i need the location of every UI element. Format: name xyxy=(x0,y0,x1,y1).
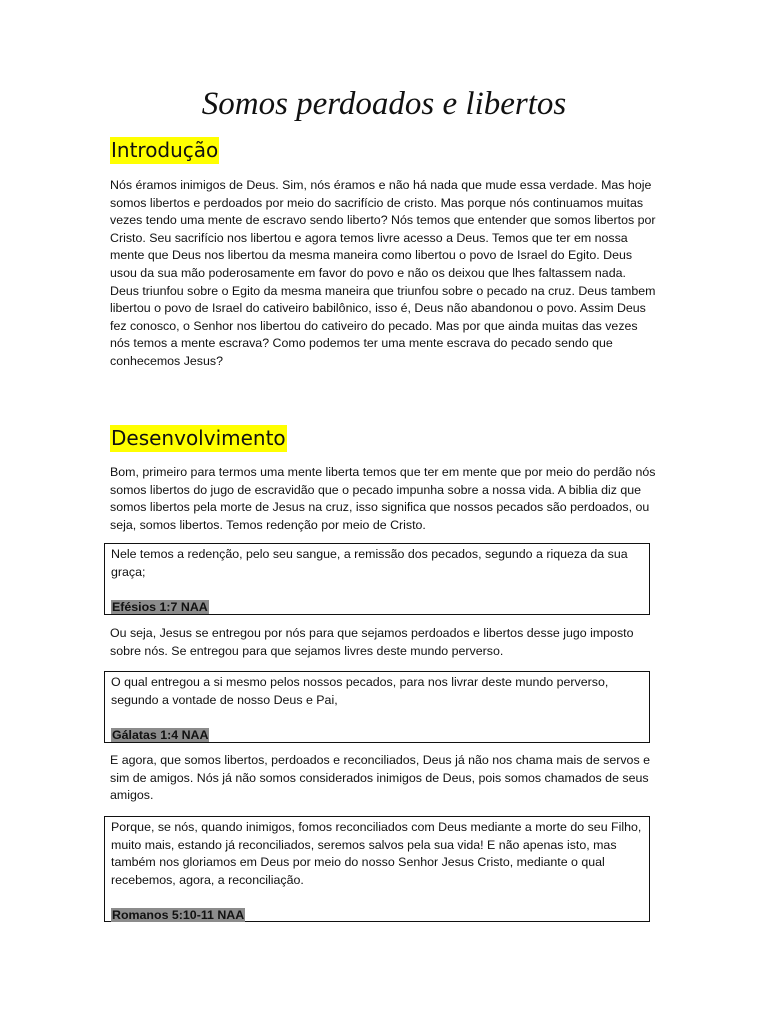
bible-quote-text: Porque, se nós, quando inimigos, fomos reconciliados com Deus mediante a morte do seu Filho, muito mais, estando já reconciliados, seremos salvos pela sua vida! E não apenas isto, mas também nos gloriamos em Deus por meio do nosso Senhor Jesus Cristo, mediante o qual recebemos, agora, a reconciliação. xyxy=(111,820,642,887)
bible-reference: Gálatas 1:4 NAA xyxy=(112,727,209,742)
bible-reference: Romanos 5:10-11 NAA xyxy=(112,907,245,922)
page-title: Somos perdoados e libertos xyxy=(201,86,567,122)
intro-paragraph: Nós éramos inimigos de Deus. Sim, nós éramos e não há nada que mude essa verdade. Mas hoje somos libertos e perdoados por meio do sacrifício de cristo. Mas porque nós continuamos muitas vezes tendo uma mente de escravo sendo liberto? Nós temos que entender que somos libertos por Cristo. Seu sacrifício nos libertou e agora temos livre acesso a Deus. Temos que ter em nossa mente que Deus nos libertou da mesma maneira como libertou o povo de Israel do Egito. Deus usou da sua mão poderosamente em favor do povo e não os deixou que lhes faltassem nada. Deus triunfou sobre o Egito da mesma maneira que triunfou sobre o pecado na cruz. Deus tambem libertou o povo de Israel do cativeiro babilônico, isso é, Deus não abandonou o povo. Assim Deus fez conosco, o Senhor nos libertou do cativeiro do pecado. Mas por que ainda muitas das vezes nós temos a mente escrava? Como podemos ter uma mente escrava do pecado sendo que conhecemos Jesus? xyxy=(110,178,656,368)
bible-quote-text: O qual entregou a si mesmo pelos nossos pecados, para nos livrar deste mundo perverso, segundo a vontade de nosso Deus e Pai, xyxy=(111,675,609,707)
intro-heading-text: Introdução xyxy=(111,138,219,162)
bible-quote-text: Nele temos a redenção, pelo seu sangue, a remissão dos pecados, segundo a riqueza da sua graça; xyxy=(111,547,628,579)
development-heading xyxy=(110,424,287,452)
intro-heading xyxy=(110,136,219,164)
development-paragraph-2: Ou seja, Jesus se entregou por nós para que sejamos perdoados e libertos desse jugo imposto sobre nós. Se entregou para que sejamos livres deste mundo perverso. xyxy=(110,626,634,658)
bible-quote-box-2 xyxy=(104,671,650,743)
development-heading-text: Desenvolvimento xyxy=(111,426,286,450)
bible-quote-box-3 xyxy=(104,816,650,922)
bible-quote-box-1 xyxy=(104,543,650,615)
development-paragraph-3: E agora, que somos libertos, perdoados e reconciliados, Deus já não nos chama mais de servos e sim de amigos. Nós já não somos considerados inimigos de Deus, pois somos chamados de seus amigos. xyxy=(110,753,650,803)
bible-reference: Efésios 1:7 NAA xyxy=(112,599,208,614)
development-paragraph-1: Bom, primeiro para termos uma mente liberta temos que ter em mente que por meio do perdão nós somos libertos do jugo de escravidão que o pecado impunha sobre a nossa vida. A biblia diz que somos libertos pela morte de Jesus na cruz, isso significa que nossos pecados são perdoados, ou seja, somos libertos. Temos redenção por meio de Cristo. xyxy=(110,465,656,532)
